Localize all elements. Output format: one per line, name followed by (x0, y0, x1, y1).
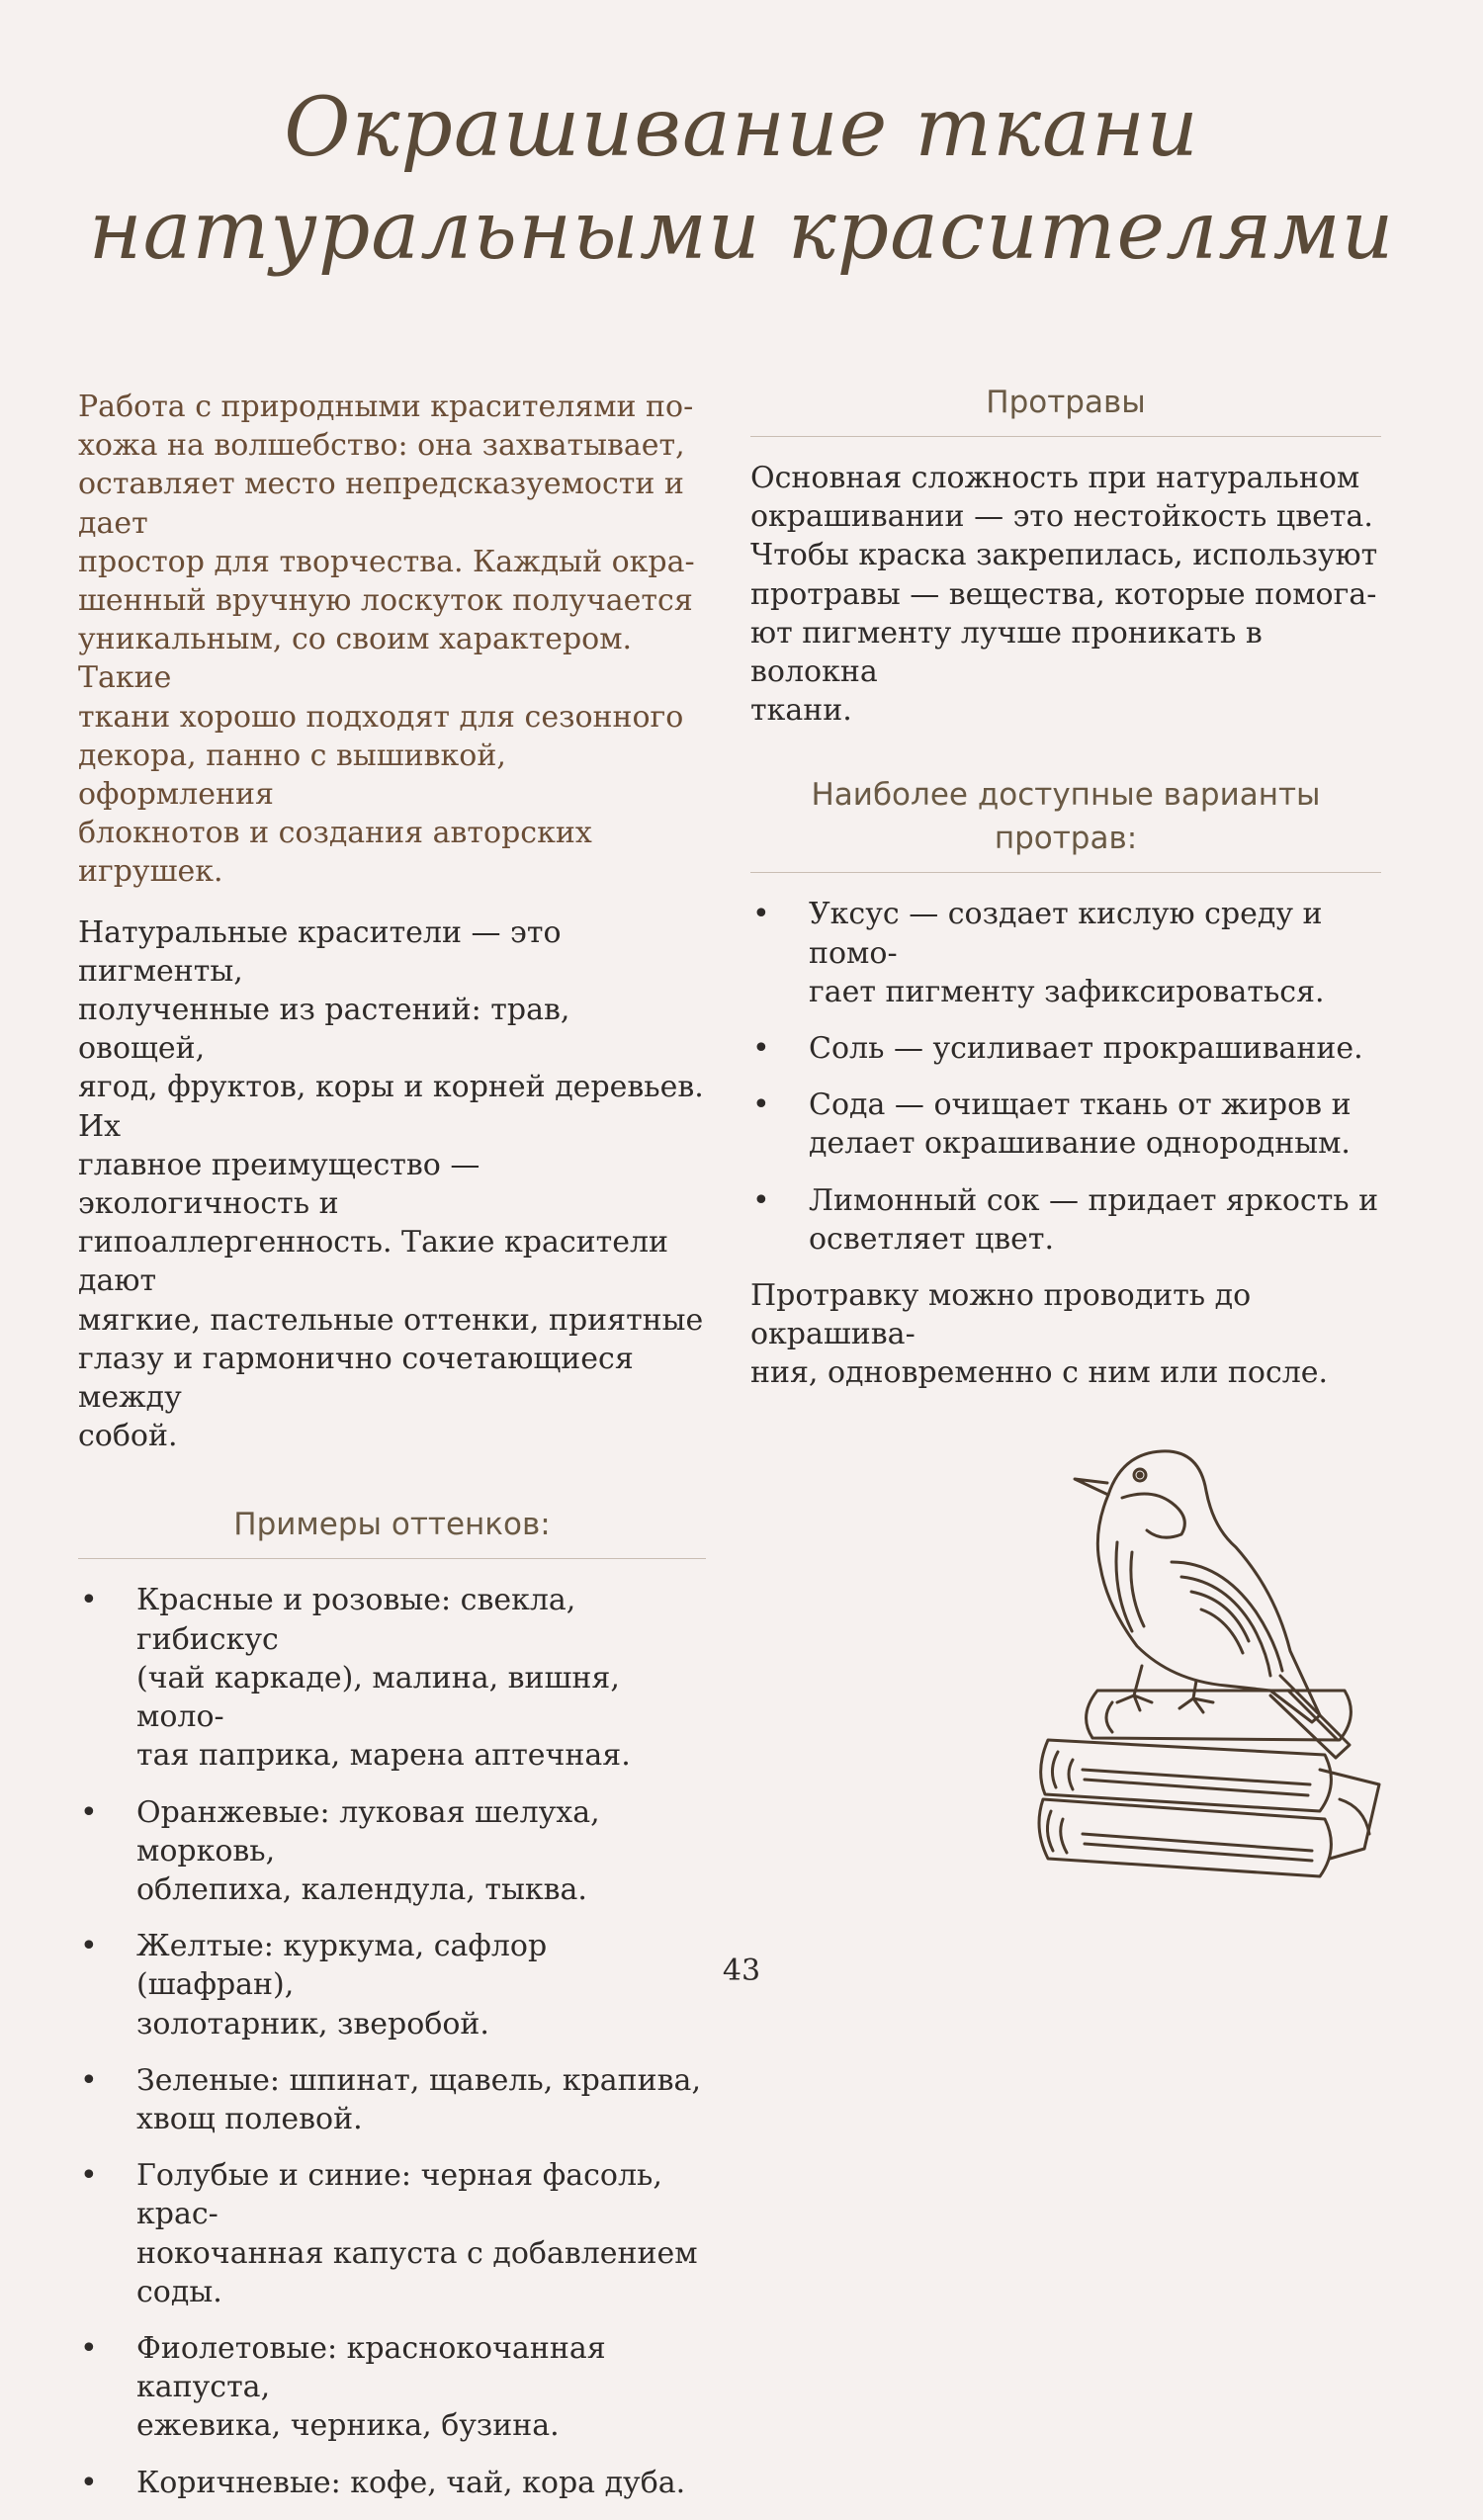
bullet-icon: • (752, 1182, 770, 1218)
left-column (78, 388, 706, 2520)
bullet-icon: • (80, 1929, 98, 1964)
bird-icon (1075, 1451, 1350, 1758)
bullet-icon: • (80, 1794, 98, 1830)
mordants-heading: Протравы (750, 381, 1381, 437)
natural-dyes-paragraph: Натуральные красители — это пигменты, полученные из растений: трав, овощей, ягод, фруктов, коры и корней деревьев. Их главное преимущество — экологичность и гипоаллергенность. Такие красители дают мягкие, пастельные оттенки, приятные глазу и гармонично сочетающиеся между собой. (78, 914, 704, 1454)
page-title (0, 77, 1483, 283)
list-item: • Лимонный сок — придает яркость и осветляет цвет. (752, 1182, 1379, 1257)
closing-paragraph: Протравку можно проводить до окрашива- ния, одновременно с ним или после. (750, 1278, 1329, 1391)
examples-list (78, 1581, 706, 2501)
list-item: • Желтые: куркума, сафлор (шафран), золотарник, зверобой. (80, 1929, 548, 2042)
bullet-icon: • (80, 2062, 98, 2098)
page-title-line-2: натуральными красителями (88, 184, 1395, 278)
bullet-icon: • (80, 2330, 98, 2366)
page-title-line-1: Окрашивание ткани (284, 81, 1199, 175)
right-column (750, 381, 1381, 1415)
list-item: • Фиолетовые: краснокочанная капуста, ежевика, черника, бузина. (80, 2330, 606, 2444)
list-item: • Сода — очищает ткань от жиров и делает окрашивание однородным. (752, 1087, 1352, 1162)
list-item: • Соль — усиливает прокрашивание. (750, 1029, 1381, 1068)
list-item: • Зеленые: шпинат, щавель, крапива, хвощ полевой. (80, 2062, 701, 2136)
page-number: 43 (722, 1954, 761, 1988)
mordant-options-heading: Наиболее доступные варианты протрав: (750, 773, 1381, 873)
bullet-icon: • (80, 2465, 98, 2500)
list-item: • Красные и розовые: свекла, гибискус (чай каркаде), малина, вишня, моло- тая паприка, марена аптечная. (80, 1583, 631, 1774)
bird-illustration (1023, 1443, 1389, 1898)
mordant-options-list (750, 895, 1381, 1259)
list-item: • Коричневые: кофе, чай, кора дуба. (78, 2464, 706, 2502)
list-item: • Оранжевые: луковая шелуха, морковь, облепиха, календула, тыква. (80, 1794, 600, 1907)
examples-heading: Примеры оттенков: (78, 1503, 706, 1559)
bullet-icon: • (752, 1087, 770, 1123)
mordants-paragraph: Основная сложность при натуральном окрашивании — это нестойкость цвета. Чтобы краска закрепилась, используют протравы — вещества, которые помога- ют пигменту лучше проникать в волокна ткани. (750, 461, 1378, 729)
list-item: • Уксус — создает кислую среду и помо- гает пигменту зафиксироваться. (752, 897, 1325, 1009)
bullet-icon: • (80, 1583, 98, 1618)
fabric-stack-icon (1039, 1691, 1379, 1876)
bullet-icon: • (752, 1031, 770, 1067)
list-item: • Голубые и синие: черная фасоль, крас- нокочанная капуста с добавлением соды. (80, 2158, 698, 2309)
bullet-icon: • (80, 2158, 98, 2194)
bullet-icon: • (752, 897, 770, 932)
intro-paragraph: Работа с природными красителями по- хожа на волшебство: она захватывает, оставляет место непредсказуемости и дает простор для творчества. Каждый окра- шенный вручную лоскуток получается уникальным, со своим характером. Такие ткани хорошо подходят для сезонного декора, панно с вышивкой, оформления блокнотов и создания авторских игрушек. (78, 390, 695, 890)
